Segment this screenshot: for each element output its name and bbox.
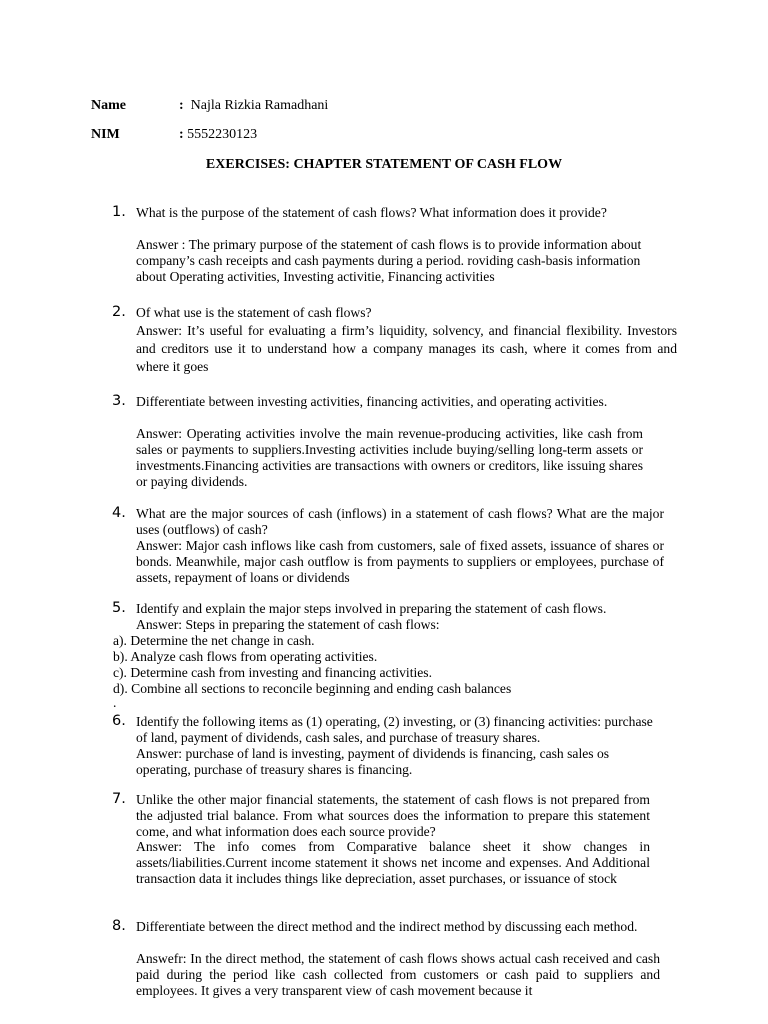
question-number: 5.: [112, 600, 126, 616]
nim-colon: :: [179, 127, 184, 142]
question-number: 3.: [112, 393, 126, 409]
question-number: 4.: [112, 505, 126, 521]
answer-text: Answer: Major cash inflows like cash from customers, sale of fixed assets, issuance of shares or bonds. Meanwhile, major cash outflow is from payments to suppliers or employees, purchase of assets, repayment of loans or dividends: [136, 538, 664, 585]
question-text: Differentiate between the direct method and the indirect method by discussing each method.: [136, 919, 638, 934]
nim-value: 5552230123: [187, 127, 258, 142]
question-number: 1.: [112, 204, 126, 220]
answer-text: Answefr: In the direct method, the statement of cash flows shows actual cash received and cash paid during the period like cash collected from customers or cash paid to suppliers and employees. It gives a very transparent view of cash movement because it: [136, 951, 660, 998]
name-value-wrap: [179, 98, 328, 114]
question-text: Unlike the other major financial statements, the statement of cash flows is not prepared from the adjusted trial balance. From what sources does the information to prepare this statement come, and what information does each source provide?: [136, 792, 650, 839]
question-text: What are the major sources of cash (inflows) in a statement of cash flows? What are the major uses (outflows) of cash?: [136, 506, 664, 537]
steps-list: [113, 633, 673, 709]
list-item: b). Analyze cash flows from operating activities.: [113, 649, 378, 664]
question-number: 8.: [112, 918, 126, 934]
name-colon: :: [179, 98, 184, 113]
nim-value-wrap: [179, 127, 257, 143]
answer-text: Answer: The info comes from Comparative balance sheet it show changes in assets/liabilities.Current income statement it shows net income and expenses. And Additional transaction data it includes things like depreciation, asset purchases, or issuance of stock: [136, 839, 650, 886]
name-row: [91, 98, 691, 116]
question-number: 2.: [112, 304, 126, 320]
question-text: Differentiate between investing activities, financing activities, and operating activities.: [136, 394, 608, 409]
answer-text: Answer: Steps in preparing the statement of cash flows:: [136, 617, 440, 632]
page-title: EXERCISES: CHAPTER STATEMENT OF CASH FLOW: [205, 157, 563, 172]
name-value: Najla Rizkia Ramadhani: [190, 98, 329, 113]
question-text: Identify the following items as (1) operating, (2) investing, or (3) financing activities: purchase of land, payment of dividends, cash sales, and purchase of treasury shares.: [136, 714, 653, 745]
answer-text: Answer: It’s useful for evaluating a firm’s liquidity, solvency, and financial flexibility. Investors and creditors use it to understand how a company manages its cash, where it comes from and where it goes: [136, 323, 677, 374]
answer-text: Answer: purchase of land is investing, payment of dividends is financing, cash sales os operating, purchase of treasury shares is financing.: [136, 746, 610, 777]
answer-text: Answer : The primary purpose of the statement of cash flows is to provide information about company’s cash receipts and cash payments during a period. roviding cash-basis information about Operating activities, Investing activitie, Financing activities: [136, 237, 642, 284]
name-label: Name: [91, 98, 126, 113]
question-text: Of what use is the statement of cash flows?: [136, 305, 372, 320]
list-item: a). Determine the net change in cash.: [113, 633, 315, 648]
list-item: .: [113, 695, 117, 710]
nim-label: NIM: [91, 127, 120, 142]
list-item: c). Determine cash from investing and financing activities.: [113, 665, 432, 680]
list-item: d). Combine all sections to reconcile beginning and ending cash balances: [113, 681, 512, 696]
question-text: What is the purpose of the statement of cash flows? What information does it provide?: [136, 205, 607, 220]
nim-row: [91, 127, 691, 145]
answer-text: Answer: Operating activities involve the main revenue-producing activities, like cash from sales or payments to suppliers.Investing activities include buying/selling long-term assets or investments.Financing activities are transactions with owners or creditors, like issuing shares or paying dividends.: [136, 426, 643, 489]
question-text: Identify and explain the major steps involved in preparing the statement of cash flows.: [136, 601, 607, 616]
question-number: 7.: [112, 791, 126, 807]
question-number: 6.: [112, 713, 126, 729]
